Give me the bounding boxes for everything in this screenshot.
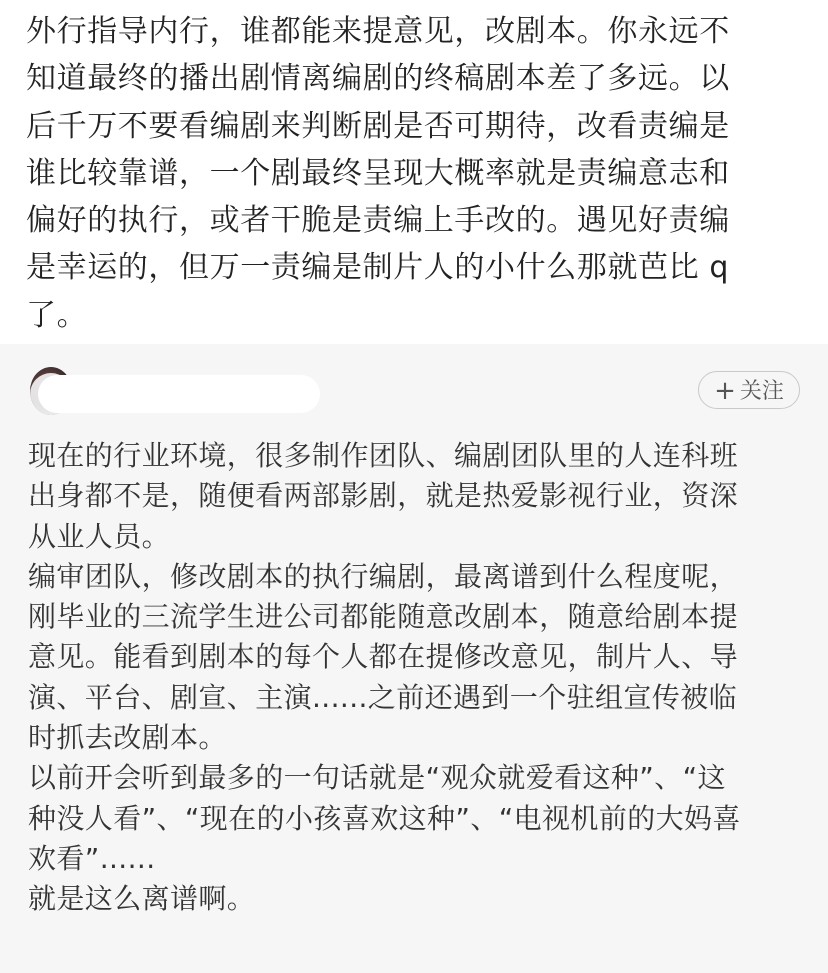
post-text: 外行指导内行，谁都能来提意见，改剧本。你永远不 知道最终的播出剧情离编剧的终稿剧本差了多远。以 后千万不要看编剧来判断剧是否可期待，改看责编是 谁比较靠谱，一个剧最终呈现大概率就是责编意志和 偏好的执行，或者干脆是责编上手改的。遇见好责编 是幸运的，但万一责编是制片人的小什么那就芭比 q 了。 bbox=[26, 14, 730, 333]
follow-button-label: 关注 bbox=[739, 379, 784, 404]
follow-button[interactable] bbox=[698, 371, 800, 409]
comment-card bbox=[0, 344, 828, 973]
plus-icon: + bbox=[714, 376, 736, 406]
comment-text: 现在的行业环境，很多制作团队、编剧团队里的人连科班 出身都不是，随便看两部影剧，就是热爱影视行业，资深 从业人员。 编审团队，修改剧本的执行编剧，最离谱到什么程度呢， 刚毕业的三流学生进公司都能随意改剧本，随意给剧本提 意见。能看到剧本的每个人都在提修改意见，制片人、导 演、平台、剧宣、主演......之前还遇到一个驻组宣传被临 时抓去改剧本。 以前开会听到最多的一句话就是“观众就爱看这种”、“这 种没人看”、“现在的小孩喜欢这种”、“电视机前的大妈喜 欢看”...... 就是这么离谱啊。 bbox=[28, 439, 741, 916]
post-card bbox=[0, 0, 828, 344]
username-redacted[interactable] bbox=[38, 375, 320, 413]
